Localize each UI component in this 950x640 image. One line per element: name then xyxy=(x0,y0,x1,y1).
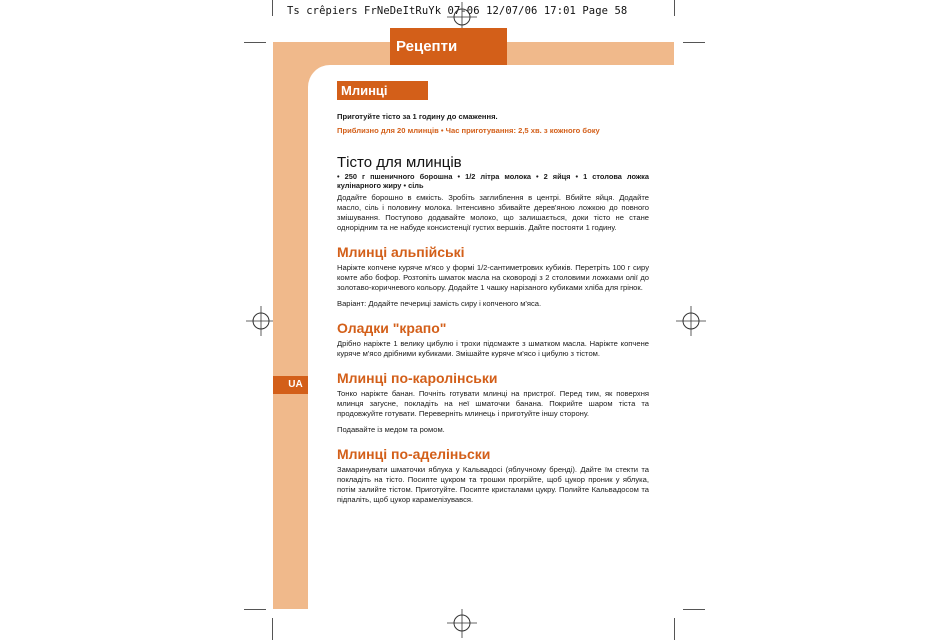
crop-mark xyxy=(683,609,705,610)
page-title: Млинці xyxy=(337,81,428,100)
registration-mark-icon xyxy=(447,608,477,638)
print-header: Ts crêpiers FrNeDeItRuYk 07-06 12/07/06 17:01 Page 58 xyxy=(287,5,628,17)
crop-mark xyxy=(244,42,266,43)
recipe-heading: Млинці альпійські xyxy=(337,244,465,260)
recipe-paragraph: Дрібно наріжте 1 велику цибулю і трохи підсмажте з шматком масла. Наріжте копчене куряче м'ясо дрібними кубиками. Змішайте куряче м'ясо і цибулю з тістом. xyxy=(337,339,649,358)
crop-mark xyxy=(674,0,675,16)
recipe-heading: Млинці по-каролінськи xyxy=(337,370,498,386)
recipe-content xyxy=(337,81,649,505)
lead-note: Приблизно для 20 млинців • Час приготування: 2,5 хв. з кожного боку xyxy=(337,126,600,135)
recipe-paragraph: Наріжте копчене куряче м'ясо у формі 1/2-сантиметрових кубиків. Перетріть 100 г сиру комте або бофор. Розтопіть шматок масла на сковороді з 2 столовими ложками олії до золотаво-коричневого кольору. Додайте 1 чашку нарізаного кубиками хліба для грінок. xyxy=(337,263,649,292)
registration-mark-icon xyxy=(676,306,706,336)
recipe-heading: Оладки "крапо" xyxy=(337,320,447,336)
recipe-paragraph: Додайте борошно в ємкість. Зробіть заглиблення в центрі. Вбийте яйця. Додайте масло, сіль і половину молока. Інтенсивно збивайте дерев'яною ложкою до повного змішування. Поступово додавайте молоко, що залишається, доки тісто не стане однорідним та не набуде консистенції густих вершків. Дайте постояти 1 годину. xyxy=(337,193,649,232)
section-tab: Рецепти xyxy=(390,28,507,65)
lead-text: Приготуйте тісто за 1 годину до смаження. xyxy=(337,112,498,121)
crop-mark xyxy=(272,618,273,640)
crop-mark xyxy=(683,42,705,43)
recipe-paragraph: Варіант: Додайте печериці замість сиру і копченого м'яса. xyxy=(337,299,542,308)
registration-mark-icon xyxy=(246,306,276,336)
crop-mark xyxy=(244,609,266,610)
crop-mark xyxy=(272,0,273,16)
recipe-paragraph: Подавайте із медом та ромом. xyxy=(337,425,445,434)
crop-mark xyxy=(674,618,675,640)
recipe-paragraph: Замаринувати шматочки яблука у Кальвадосі (яблучному бренді). Дайте їм стекти та покладіть на тісто. Посипте цукром та трошки прогрійте, щоб цукор проник у яблука, потім залийте тістом. Приготуйте. Посипте кристалами цукру. Полийте Кальвадосом та підпаліть, щоб цукор карамелізувався. xyxy=(337,465,649,504)
recipe-heading: Тісто для млинців xyxy=(337,154,462,171)
language-tab: UA xyxy=(273,376,308,394)
ingredients-list: • 250 г пшеничного борошна • 1/2 літра молока • 2 яйця • 1 столова ложка кулінарного жиру • сіль xyxy=(337,172,649,190)
recipe-paragraph: Тонко наріжте банан. Почніть готувати млинці на пристрої. Перед тим, як поверхня млинця загусне, покладіть на неї шматочки банана. Покрийте шаром тіста та продовжуйте готувати. Переверніть млинець і приготуйте іншу сторону. xyxy=(337,389,649,418)
recipe-heading: Млинці по-аделіньски xyxy=(337,446,491,462)
